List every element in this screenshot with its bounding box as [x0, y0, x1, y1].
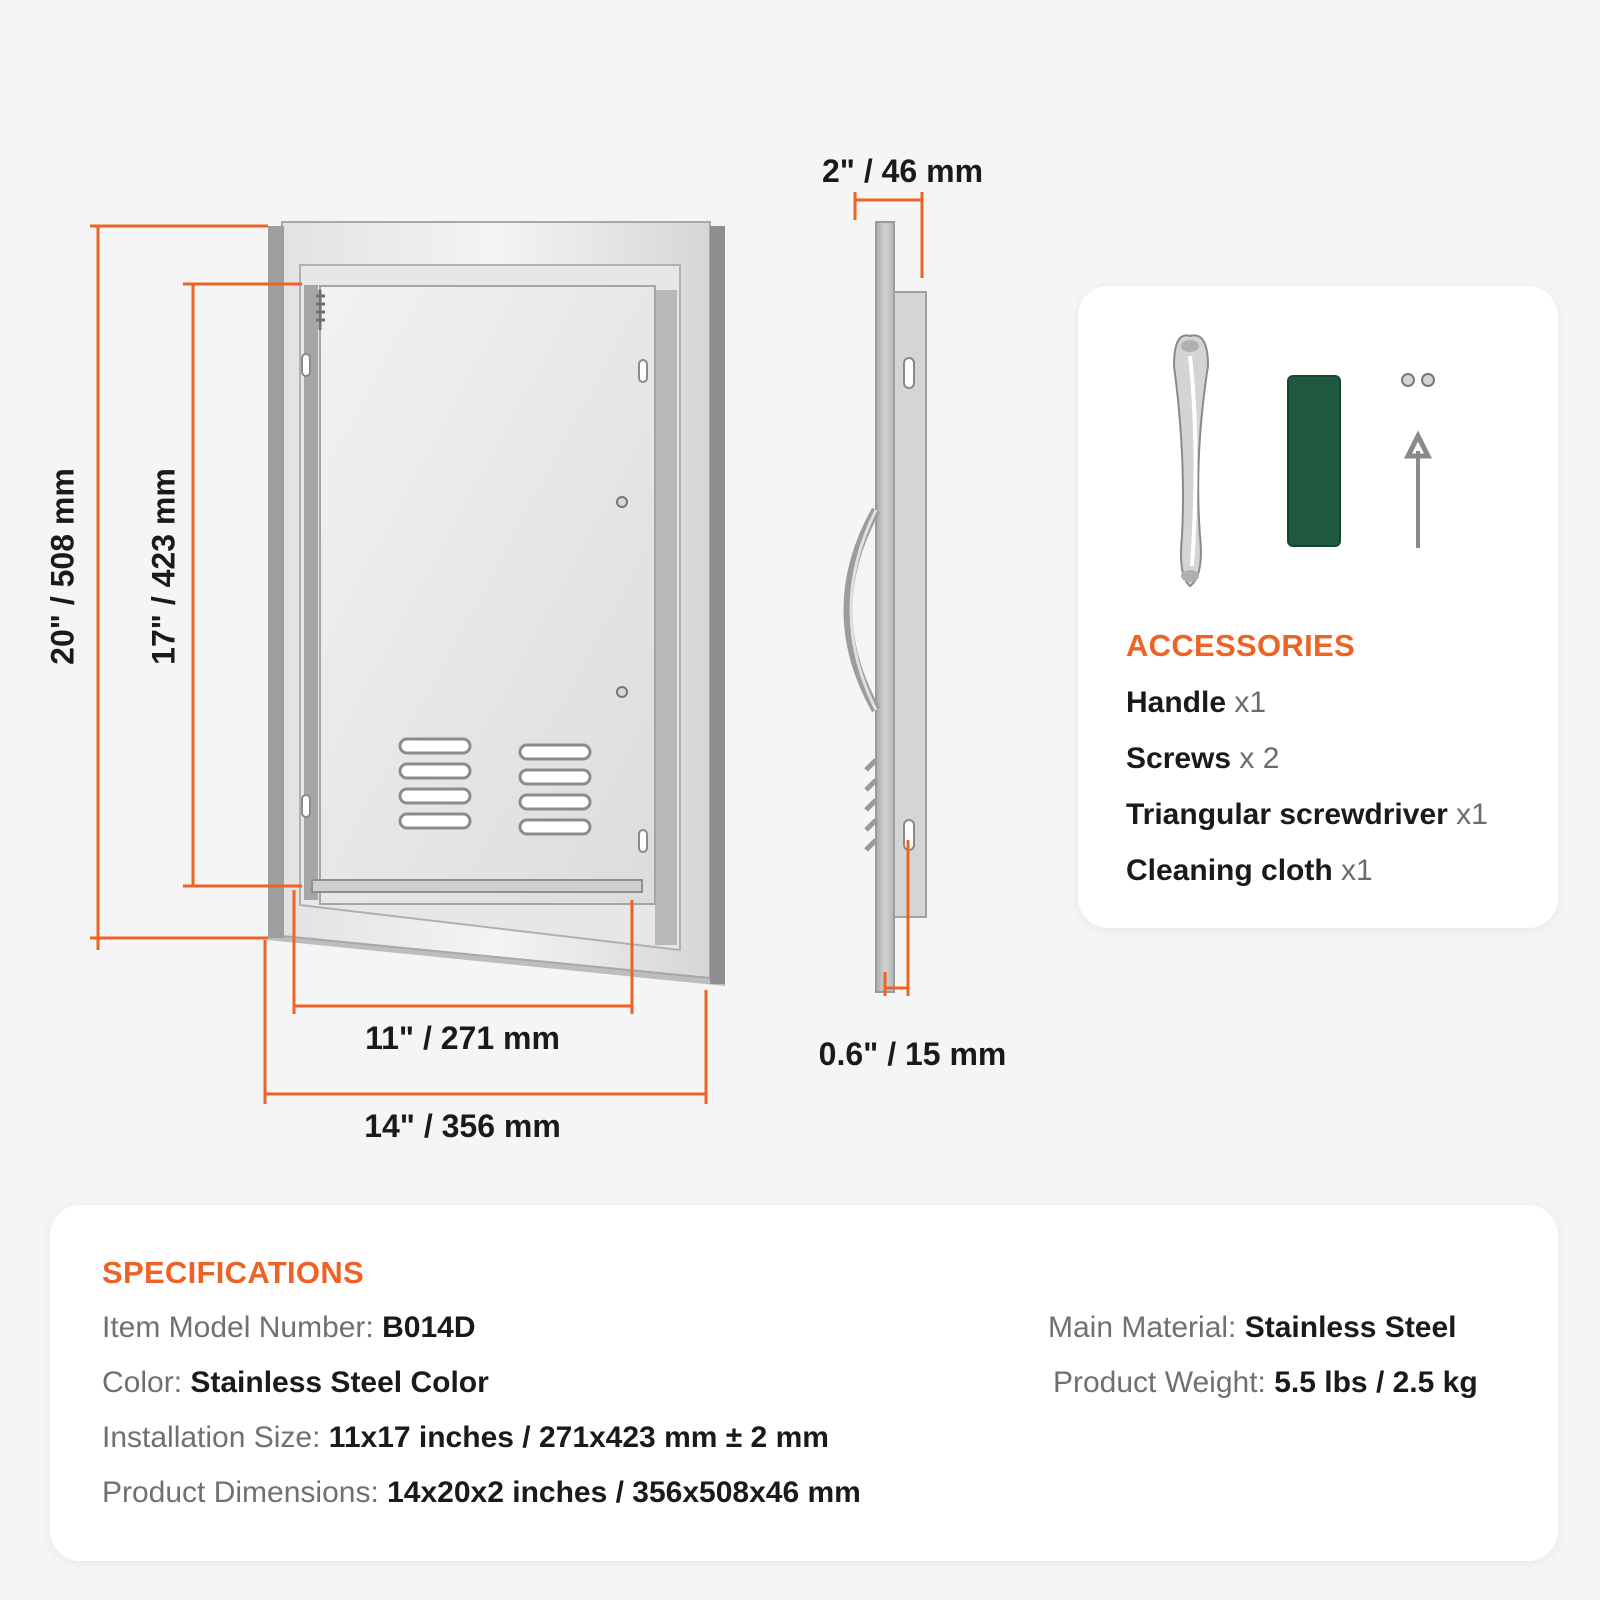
cleaning-cloth-icon	[1288, 376, 1340, 546]
depth-label: 2" / 46 mm	[821, 153, 984, 189]
spec-installation: Installation Size: 11x17 inches / 271x423 mm ± 2 mm	[102, 1421, 829, 1454]
inner-height-label: 17" / 423 mm	[145, 468, 182, 665]
handle-icon	[1174, 335, 1208, 586]
side-profile	[876, 222, 926, 992]
accessories-illustrations	[1078, 286, 1558, 616]
inner-width-label: 11" / 271 mm	[365, 1020, 560, 1056]
triangular-screwdriver-icon	[1408, 436, 1428, 548]
outer-height-label: 20" / 508 mm	[44, 468, 81, 665]
spec-dimensions: Product Dimensions: 14x20x2 inches / 356x508x46 mm	[102, 1476, 861, 1509]
door-side-drawing	[830, 190, 990, 1040]
screws-icon	[1402, 374, 1434, 386]
hinge-bar	[312, 880, 642, 892]
outer-width-label: 14" / 356 mm	[364, 1108, 561, 1144]
spec-model: Item Model Number: B014D	[102, 1311, 476, 1344]
accessories-title: ACCESSORIES	[1126, 628, 1355, 663]
vent-profile	[866, 760, 876, 850]
accessory-screws: Screws x 2	[1126, 742, 1280, 775]
accessories-card	[1078, 286, 1558, 928]
accessory-cloth: Cleaning cloth x1	[1126, 854, 1373, 887]
spec-material: Main Material: Stainless Steel	[1048, 1311, 1457, 1344]
spec-weight: Product Weight: 5.5 lbs / 2.5 kg	[1053, 1366, 1478, 1399]
specifications-card	[50, 1205, 1558, 1561]
spec-color: Color: Stainless Steel Color	[102, 1366, 489, 1399]
door-panel	[320, 286, 655, 904]
specifications-title: SPECIFICATIONS	[102, 1255, 364, 1290]
accessory-screwdriver: Triangular screwdriver x1	[1126, 798, 1488, 831]
accessory-handle: Handle x1	[1126, 686, 1267, 719]
flange-label: 0.6" / 15 mm	[818, 1036, 1007, 1072]
